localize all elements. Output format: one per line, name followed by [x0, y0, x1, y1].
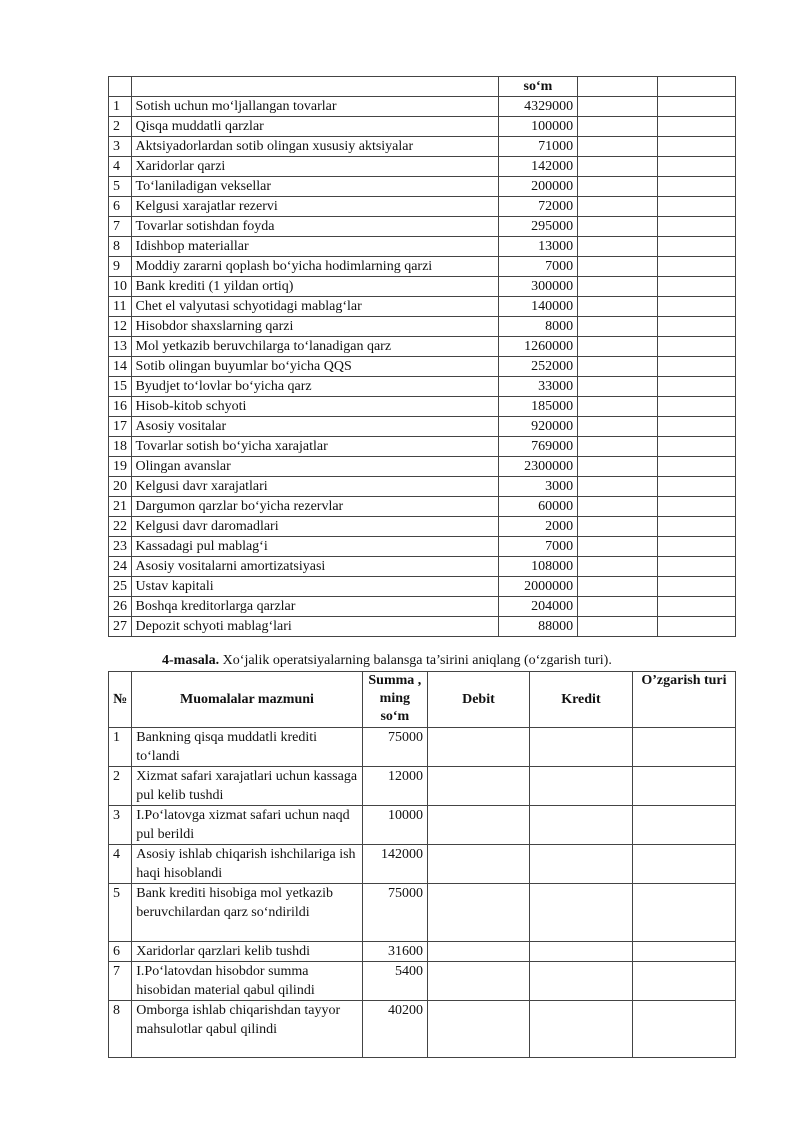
- kredit-cell: [529, 942, 632, 962]
- table-row: [109, 297, 736, 317]
- operations-header-row: [109, 672, 736, 728]
- item-amount: 142000: [498, 157, 577, 177]
- item-amount: 100000: [498, 117, 577, 137]
- empty-cell: [578, 357, 657, 377]
- item-amount: 2000: [498, 517, 577, 537]
- row-number: 18: [109, 437, 132, 457]
- empty-cell: [657, 157, 735, 177]
- item-name: Olingan avanslar: [131, 457, 498, 477]
- table-row: [109, 497, 736, 517]
- kredit-cell: [529, 806, 632, 845]
- empty-cell: [578, 437, 657, 457]
- table-header-row: [109, 77, 736, 97]
- table-row: [109, 97, 736, 117]
- table-row: [109, 337, 736, 357]
- empty-cell: [578, 397, 657, 417]
- row-number: 1: [109, 97, 132, 117]
- item-name: Asosiy vositalarni amortizatsiyasi: [131, 557, 498, 577]
- item-amount: 2300000: [498, 457, 577, 477]
- item-name: Byudjet to‘lovlar bo‘yicha qarz: [131, 377, 498, 397]
- row-number: 16: [109, 397, 132, 417]
- item-amount: 71000: [498, 137, 577, 157]
- operation-sum: 40200: [362, 1001, 427, 1058]
- empty-cell: [578, 417, 657, 437]
- table-row: [109, 397, 736, 417]
- row-number: 26: [109, 597, 132, 617]
- balance-items-table: [108, 76, 736, 637]
- header-sum: Summa , ming so‘m: [362, 672, 427, 728]
- empty-cell: [657, 137, 735, 157]
- kredit-cell: [529, 728, 632, 767]
- item-name: Kelgusi xarajatlar rezervi: [131, 197, 498, 217]
- operation-number: 4: [109, 845, 132, 884]
- empty-cell: [578, 257, 657, 277]
- debit-cell: [428, 728, 530, 767]
- item-amount: 8000: [498, 317, 577, 337]
- item-amount: 4329000: [498, 97, 577, 117]
- item-amount: 200000: [498, 177, 577, 197]
- empty-cell: [578, 237, 657, 257]
- empty-cell: [578, 157, 657, 177]
- operation-description: I.Po‘latovdan hisobdor summa hisobidan material qabul qilindi: [132, 962, 362, 1001]
- item-amount: 3000: [498, 477, 577, 497]
- debit-cell: [428, 1001, 530, 1058]
- item-amount: 13000: [498, 237, 577, 257]
- operation-description: I.Po‘latovga xizmat safari uchun naqd pul berildi: [132, 806, 362, 845]
- operation-description: Asosiy ishlab chiqarish ishchilariga ish haqi hisoblandi: [132, 845, 362, 884]
- change-type-cell: [632, 728, 735, 767]
- table-row: [109, 217, 736, 237]
- item-name: Tovarlar sotishdan foyda: [131, 217, 498, 237]
- table-row: [109, 117, 736, 137]
- operation-sum: 5400: [362, 962, 427, 1001]
- empty-cell: [578, 217, 657, 237]
- empty-cell: [578, 337, 657, 357]
- operation-description: Omborga ishlab chiqarishdan tayyor mahsulotlar qabul qilindi: [132, 1001, 362, 1058]
- item-name: To‘laniladigan veksellar: [131, 177, 498, 197]
- kredit-cell: [529, 962, 632, 1001]
- empty-cell: [657, 437, 735, 457]
- row-number: 21: [109, 497, 132, 517]
- header-cell-name: [131, 77, 498, 97]
- empty-cell: [657, 377, 735, 397]
- row-number: 24: [109, 557, 132, 577]
- empty-cell: [657, 457, 735, 477]
- table-row: [109, 237, 736, 257]
- kredit-cell: [529, 845, 632, 884]
- header-cell-empty-1: [578, 77, 657, 97]
- item-amount: 7000: [498, 537, 577, 557]
- change-type-cell: [632, 942, 735, 962]
- operation-row: [109, 884, 736, 942]
- item-name: Idishbop materiallar: [131, 237, 498, 257]
- empty-cell: [657, 617, 735, 637]
- item-amount: 252000: [498, 357, 577, 377]
- empty-cell: [578, 597, 657, 617]
- row-number: 8: [109, 237, 132, 257]
- item-name: Chet el valyutasi schyotidagi mablag‘lar: [131, 297, 498, 317]
- empty-cell: [578, 97, 657, 117]
- change-type-cell: [632, 1001, 735, 1058]
- operation-description: Xizmat safari xarajatlari uchun kassaga pul kelib tushdi: [132, 767, 362, 806]
- operations-table: [108, 671, 736, 1058]
- empty-cell: [657, 257, 735, 277]
- operation-number: 8: [109, 1001, 132, 1058]
- item-name: Aktsiyadorlardan sotib olingan xususiy aktsiyalar: [131, 137, 498, 157]
- empty-cell: [657, 497, 735, 517]
- table-row: [109, 477, 736, 497]
- kredit-cell: [529, 1001, 632, 1058]
- change-type-cell: [632, 884, 735, 942]
- item-name: Boshqa kreditorlarga qarzlar: [131, 597, 498, 617]
- table-row: [109, 177, 736, 197]
- table-row: [109, 257, 736, 277]
- row-number: 7: [109, 217, 132, 237]
- item-amount: 108000: [498, 557, 577, 577]
- row-number: 17: [109, 417, 132, 437]
- row-number: 6: [109, 197, 132, 217]
- empty-cell: [578, 517, 657, 537]
- operation-description: Bank krediti hisobiga mol yetkazib beruvchilardan qarz so‘ndirildi: [132, 884, 362, 942]
- empty-cell: [578, 577, 657, 597]
- task-title: [162, 652, 762, 670]
- operation-sum: 10000: [362, 806, 427, 845]
- kredit-cell: [529, 767, 632, 806]
- item-name: Kassadagi pul mablag‘i: [131, 537, 498, 557]
- empty-cell: [657, 117, 735, 137]
- debit-cell: [428, 845, 530, 884]
- empty-cell: [657, 97, 735, 117]
- row-number: 5: [109, 177, 132, 197]
- item-name: Xaridorlar qarzi: [131, 157, 498, 177]
- header-kredit: Kredit: [529, 672, 632, 728]
- operation-sum: 75000: [362, 728, 427, 767]
- operation-description: Bankning qisqa muddatli krediti to‘landi: [132, 728, 362, 767]
- table-row: [109, 197, 736, 217]
- item-name: Kelgusi davr xarajatlari: [131, 477, 498, 497]
- row-number: 14: [109, 357, 132, 377]
- table-row: [109, 137, 736, 157]
- empty-cell: [578, 477, 657, 497]
- item-amount: 2000000: [498, 577, 577, 597]
- item-name: Hisobdor shaxslarning qarzi: [131, 317, 498, 337]
- debit-cell: [428, 884, 530, 942]
- empty-cell: [657, 177, 735, 197]
- task-text: Xo‘jalik operatsiyalarning balansga ta’sirini aniqlang (o‘zgarish turi).: [219, 653, 612, 668]
- row-number: 3: [109, 137, 132, 157]
- empty-cell: [657, 337, 735, 357]
- row-number: 23: [109, 537, 132, 557]
- item-name: Tovarlar sotish bo‘yicha xarajatlar: [131, 437, 498, 457]
- debit-cell: [428, 767, 530, 806]
- empty-cell: [578, 137, 657, 157]
- operation-row: [109, 962, 736, 1001]
- row-number: 4: [109, 157, 132, 177]
- row-number: 22: [109, 517, 132, 537]
- operation-number: 1: [109, 728, 132, 767]
- table-row: [109, 317, 736, 337]
- table-row: [109, 157, 736, 177]
- empty-cell: [657, 197, 735, 217]
- operation-number: 6: [109, 942, 132, 962]
- item-amount: 295000: [498, 217, 577, 237]
- empty-cell: [657, 557, 735, 577]
- item-name: Sotish uchun mo‘ljallangan tovarlar: [131, 97, 498, 117]
- table-row: [109, 417, 736, 437]
- empty-cell: [578, 197, 657, 217]
- operation-sum: 31600: [362, 942, 427, 962]
- item-amount: 140000: [498, 297, 577, 317]
- item-amount: 920000: [498, 417, 577, 437]
- empty-cell: [578, 377, 657, 397]
- header-cell-number: [109, 77, 132, 97]
- table-row: [109, 437, 736, 457]
- row-number: 9: [109, 257, 132, 277]
- empty-cell: [657, 317, 735, 337]
- empty-cell: [578, 317, 657, 337]
- item-amount: 185000: [498, 397, 577, 417]
- empty-cell: [578, 117, 657, 137]
- item-amount: 60000: [498, 497, 577, 517]
- row-number: 19: [109, 457, 132, 477]
- row-number: 27: [109, 617, 132, 637]
- operation-row: [109, 806, 736, 845]
- debit-cell: [428, 806, 530, 845]
- row-number: 11: [109, 297, 132, 317]
- table-row: [109, 577, 736, 597]
- empty-cell: [578, 177, 657, 197]
- operation-description: Xaridorlar qarzlari kelib tushdi: [132, 942, 362, 962]
- header-number: №: [109, 672, 132, 728]
- item-amount: 1260000: [498, 337, 577, 357]
- operation-number: 7: [109, 962, 132, 1001]
- kredit-cell: [529, 884, 632, 942]
- row-number: 15: [109, 377, 132, 397]
- table-row: [109, 557, 736, 577]
- item-name: Hisob-kitob schyoti: [131, 397, 498, 417]
- empty-cell: [578, 497, 657, 517]
- empty-cell: [578, 297, 657, 317]
- table-row: [109, 457, 736, 477]
- row-number: 20: [109, 477, 132, 497]
- item-name: Sotib olingan buyumlar bo‘yicha QQS: [131, 357, 498, 377]
- empty-cell: [657, 577, 735, 597]
- operation-number: 5: [109, 884, 132, 942]
- item-name: Kelgusi davr daromadlari: [131, 517, 498, 537]
- header-description: Muomalalar mazmuni: [132, 672, 362, 728]
- table-row: [109, 277, 736, 297]
- row-number: 10: [109, 277, 132, 297]
- empty-cell: [657, 237, 735, 257]
- item-amount: 300000: [498, 277, 577, 297]
- item-name: Bank krediti (1 yildan ortiq): [131, 277, 498, 297]
- operation-number: 3: [109, 806, 132, 845]
- header-cell-empty-2: [657, 77, 735, 97]
- table-row: [109, 597, 736, 617]
- item-amount: 7000: [498, 257, 577, 277]
- empty-cell: [578, 557, 657, 577]
- item-amount: 769000: [498, 437, 577, 457]
- header-cell-unit: so‘m: [498, 77, 577, 97]
- operation-sum: 142000: [362, 845, 427, 884]
- operation-row: [109, 942, 736, 962]
- row-number: 13: [109, 337, 132, 357]
- table-row: [109, 377, 736, 397]
- empty-cell: [578, 277, 657, 297]
- table-row: [109, 517, 736, 537]
- operation-row: [109, 845, 736, 884]
- empty-cell: [578, 457, 657, 477]
- header-debit: Debit: [428, 672, 530, 728]
- empty-cell: [657, 277, 735, 297]
- empty-cell: [657, 297, 735, 317]
- table-row: [109, 617, 736, 637]
- table-row: [109, 537, 736, 557]
- empty-cell: [578, 617, 657, 637]
- empty-cell: [657, 217, 735, 237]
- empty-cell: [657, 517, 735, 537]
- table-row: [109, 357, 736, 377]
- item-name: Moddiy zararni qoplash bo‘yicha hodimlarning qarzi: [131, 257, 498, 277]
- change-type-cell: [632, 845, 735, 884]
- item-name: Qisqa muddatli qarzlar: [131, 117, 498, 137]
- empty-cell: [578, 537, 657, 557]
- item-amount: 72000: [498, 197, 577, 217]
- operation-number: 2: [109, 767, 132, 806]
- empty-cell: [657, 477, 735, 497]
- row-number: 12: [109, 317, 132, 337]
- operation-row: [109, 1001, 736, 1058]
- item-amount: 88000: [498, 617, 577, 637]
- empty-cell: [657, 597, 735, 617]
- operation-row: [109, 728, 736, 767]
- operation-sum: 12000: [362, 767, 427, 806]
- header-change-type: O’zgarish turi: [632, 672, 735, 728]
- debit-cell: [428, 962, 530, 1001]
- empty-cell: [657, 397, 735, 417]
- debit-cell: [428, 942, 530, 962]
- operation-row: [109, 767, 736, 806]
- row-number: 2: [109, 117, 132, 137]
- empty-cell: [657, 417, 735, 437]
- operation-sum: 75000: [362, 884, 427, 942]
- item-amount: 204000: [498, 597, 577, 617]
- empty-cell: [657, 357, 735, 377]
- row-number: 25: [109, 577, 132, 597]
- item-amount: 33000: [498, 377, 577, 397]
- item-name: Ustav kapitali: [131, 577, 498, 597]
- item-name: Asosiy vositalar: [131, 417, 498, 437]
- change-type-cell: [632, 806, 735, 845]
- empty-cell: [657, 537, 735, 557]
- change-type-cell: [632, 962, 735, 1001]
- change-type-cell: [632, 767, 735, 806]
- item-name: Mol yetkazib beruvchilarga to‘lanadigan qarz: [131, 337, 498, 357]
- item-name: Depozit schyoti mablag‘lari: [131, 617, 498, 637]
- task-label: 4-masala.: [162, 653, 220, 668]
- item-name: Dargumon qarzlar bo‘yicha rezervlar: [131, 497, 498, 517]
